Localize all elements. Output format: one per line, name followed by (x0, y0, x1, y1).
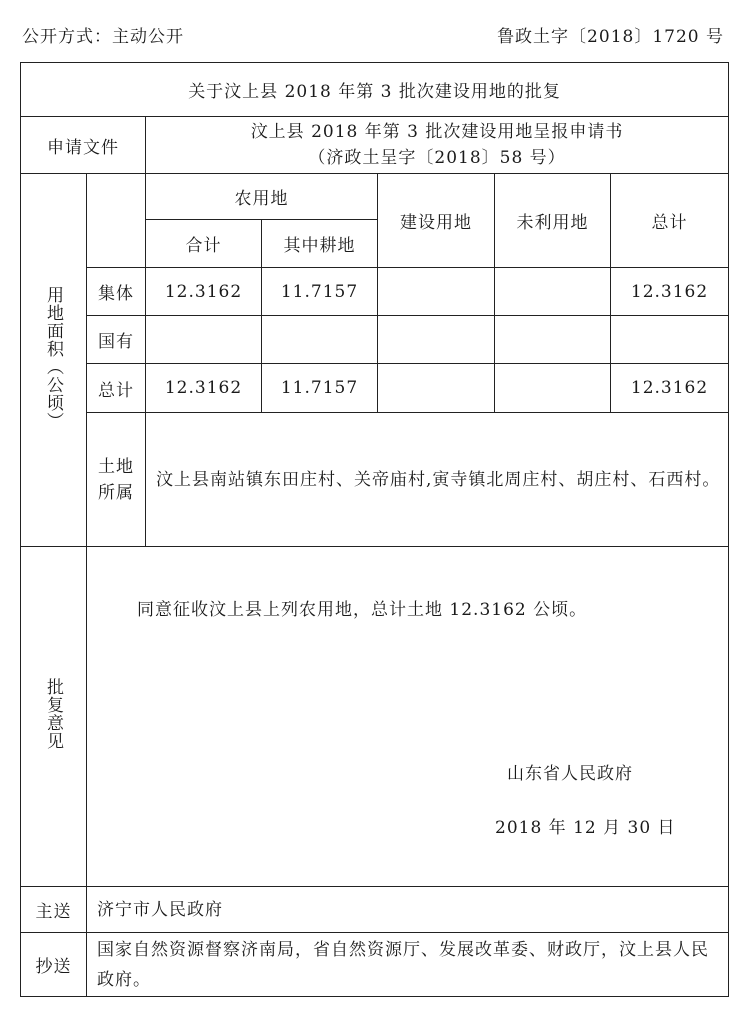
document-title: 关于汶上县 2018 年第 3 批次建设用地的批复 (21, 63, 729, 117)
disclosure-mode: 公开方式：主动公开 (22, 27, 184, 47)
approval-opinion (87, 547, 729, 887)
header-total: 总计 (611, 174, 729, 268)
ownership-label-line-2: 所属 (98, 482, 134, 503)
ownership-label (87, 413, 146, 547)
signer: 山东省人民政府 (507, 764, 633, 784)
header-subtotal: 合计 (146, 220, 262, 268)
cell-cultivated: 11.7157 (262, 268, 378, 316)
sign-date: 2018 年 12 月 30 日 (495, 818, 676, 838)
table-row (21, 364, 729, 413)
cell-unused (495, 268, 611, 316)
cell-subtotal: 12.3162 (146, 268, 262, 316)
cc-label: 抄送 (21, 933, 87, 997)
ownership-label-line-1: 土地 (98, 456, 134, 477)
header-farmland: 农用地 (146, 174, 378, 220)
area-section-label (21, 174, 87, 547)
cell-unused (495, 364, 611, 413)
main-recipient: 济宁市人民政府 (87, 887, 729, 933)
application-document (146, 117, 729, 174)
approval-label-text: 批复意见 (43, 678, 63, 750)
cell-subtotal (146, 316, 262, 364)
cell-total: 12.3162 (611, 364, 729, 413)
approval-label (21, 547, 87, 887)
cell-unused (495, 316, 611, 364)
cell-construction (378, 316, 495, 364)
cell-subtotal: 12.3162 (146, 364, 262, 413)
application-line-1: 汶上县 2018 年第 3 批次建设用地呈报申请书 (250, 122, 624, 142)
row-label: 总计 (87, 364, 146, 413)
cell-total (611, 316, 729, 364)
ownership-text: 汶上县南站镇东田庄村、关帝庙村,寅寺镇北周庄村、胡庄村、石西村。 (146, 413, 729, 547)
cell-construction (378, 268, 495, 316)
row-label: 国有 (87, 316, 146, 364)
header-unused: 未利用地 (495, 174, 611, 268)
table-row (21, 268, 729, 316)
approval-table (20, 62, 729, 997)
approval-text: 同意征收汶上县上列农用地，总计土地 12.3162 公顷。 (137, 600, 588, 620)
application-label: 申请文件 (21, 117, 146, 174)
cell-total: 12.3162 (611, 268, 729, 316)
row-label: 集体 (87, 268, 146, 316)
table-row (21, 316, 729, 364)
cell-cultivated (262, 316, 378, 364)
header-cultivated: 其中耕地 (262, 220, 378, 268)
area-section-text: 用地面积（公顷） (43, 285, 63, 430)
header-construction: 建设用地 (378, 174, 495, 268)
cell-cultivated: 11.7157 (262, 364, 378, 413)
cc-recipients: 国家自然资源督察济南局，省自然资源厅、发展改革委、财政厅，汶上县人民政府。 (87, 933, 729, 997)
application-line-2: （济政土呈字〔2018〕58 号） (308, 148, 566, 168)
main-recipient-label: 主送 (21, 887, 87, 933)
row-label-blank (87, 174, 146, 268)
document-number: 鲁政土字〔2018〕1720 号 (497, 27, 724, 47)
cell-construction (378, 364, 495, 413)
